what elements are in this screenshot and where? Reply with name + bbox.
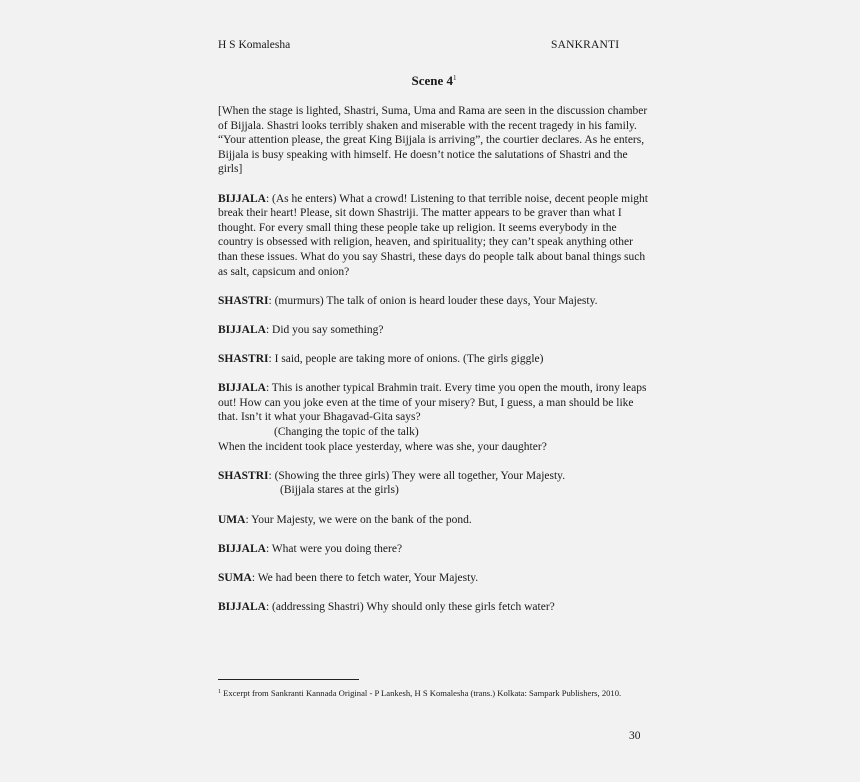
dialogue-main — [218, 469, 648, 484]
dialogue-line — [218, 294, 648, 309]
dialogue-line — [218, 469, 648, 498]
speech-text: : What were you doing there? — [265, 542, 403, 555]
speaker-name: SHASTRI — [218, 294, 269, 307]
speaker-name: BIJJALA — [218, 542, 266, 555]
speech-text: : This is another typical Brahmin trait. Every time you open the mouth, irony leaps out! How can you joke even at the time of your misery? But, I guess, a man should be like that. Isn’t it what your Bhagavad-Gita says? — [218, 382, 647, 424]
inline-stage-direction: (Bijjala stares at the girls) — [280, 484, 399, 497]
footnote-marker: 1 — [218, 689, 221, 695]
speech-text: : (Showing the three girls) They were all together, Your Majesty. — [268, 469, 566, 482]
dialogue-line — [218, 600, 648, 615]
dialogue-main — [218, 381, 648, 425]
speech-continuation: When the incident took place yesterday, where was she, your daughter? — [218, 440, 547, 453]
footnote-text: Excerpt from Sankranti Kannada Original - P Lankesh, H S Komalesha (trans.) Kolkata: Sampark Publishers, 2010. — [223, 688, 622, 698]
speaker-name: SUMA — [218, 572, 252, 584]
dialogue-line — [218, 192, 648, 280]
speech-text: : Did you say something? — [265, 323, 384, 336]
scene-footnote-ref: 1 — [453, 74, 457, 82]
speech-text: : We had been there to fetch water, Your Majesty. — [251, 572, 479, 584]
stage-direction: [When the stage is lighted, Shastri, Suma, Uma and Rama are seen in the discussion chamber of Bijjala. Shastri looks terribly shaken and miserable with the recent tragedy in his family. “Your attention please, the great King Bijjala is arriving”, the courtier declares. As he enters, Bijjala is busy speaking with himself. He doesn’t notice the salutations of Shastri and the girls] — [218, 105, 648, 176]
footnote — [218, 686, 648, 699]
speech-text: : Your Majesty, we were on the bank of the pond. — [245, 513, 472, 526]
dialogue-line — [218, 381, 648, 454]
speaker-name: UMA — [218, 513, 246, 526]
inline-stage-direction: (Changing the topic of the talk) — [274, 426, 419, 439]
speaker-name: SHASTRI — [218, 469, 269, 482]
dialogue-line — [218, 513, 648, 528]
dialogue-line — [218, 352, 648, 367]
speaker-name: BIJJALA — [218, 382, 266, 395]
speech-text: : (murmurs) The talk of onion is heard louder these days, Your Majesty. — [268, 294, 598, 307]
speech-text: : I said, people are taking more of onions. (The girls giggle) — [268, 353, 544, 366]
scene-title: Scene 4 — [411, 73, 454, 88]
speaker-name: SHASTRI — [218, 353, 269, 366]
running-header-title: SANKRANTI — [551, 39, 620, 51]
dialogue-line — [218, 571, 648, 586]
speech-text: : (As he enters) What a crowd! Listening to that terrible noise, decent people might break their heart! Please, sit down Shastriji. The matter appears to be graver than what I thought. For every small thing these people take up religion. It seems everybody in the country is obsessed with religion, heaven, and spirituality; they can’t speak anything other than these issues. What do you say Shastri, these days do people talk about banal things such as salt, capsicum and onion? — [218, 192, 648, 278]
speaker-name: BIJJALA — [218, 601, 266, 614]
speaker-name: BIJJALA — [218, 323, 266, 336]
footnote-divider — [218, 679, 359, 680]
scene-heading — [0, 73, 860, 89]
page-number: 30 — [629, 730, 641, 742]
running-header-author: H S Komalesha — [218, 39, 291, 51]
dialogue-line — [218, 323, 648, 338]
dialogue-line — [218, 542, 648, 557]
speech-text: : (addressing Shastri) Why should only these girls fetch water? — [265, 601, 555, 614]
speaker-name: BIJJALA — [218, 192, 266, 205]
play-text — [218, 104, 648, 629]
